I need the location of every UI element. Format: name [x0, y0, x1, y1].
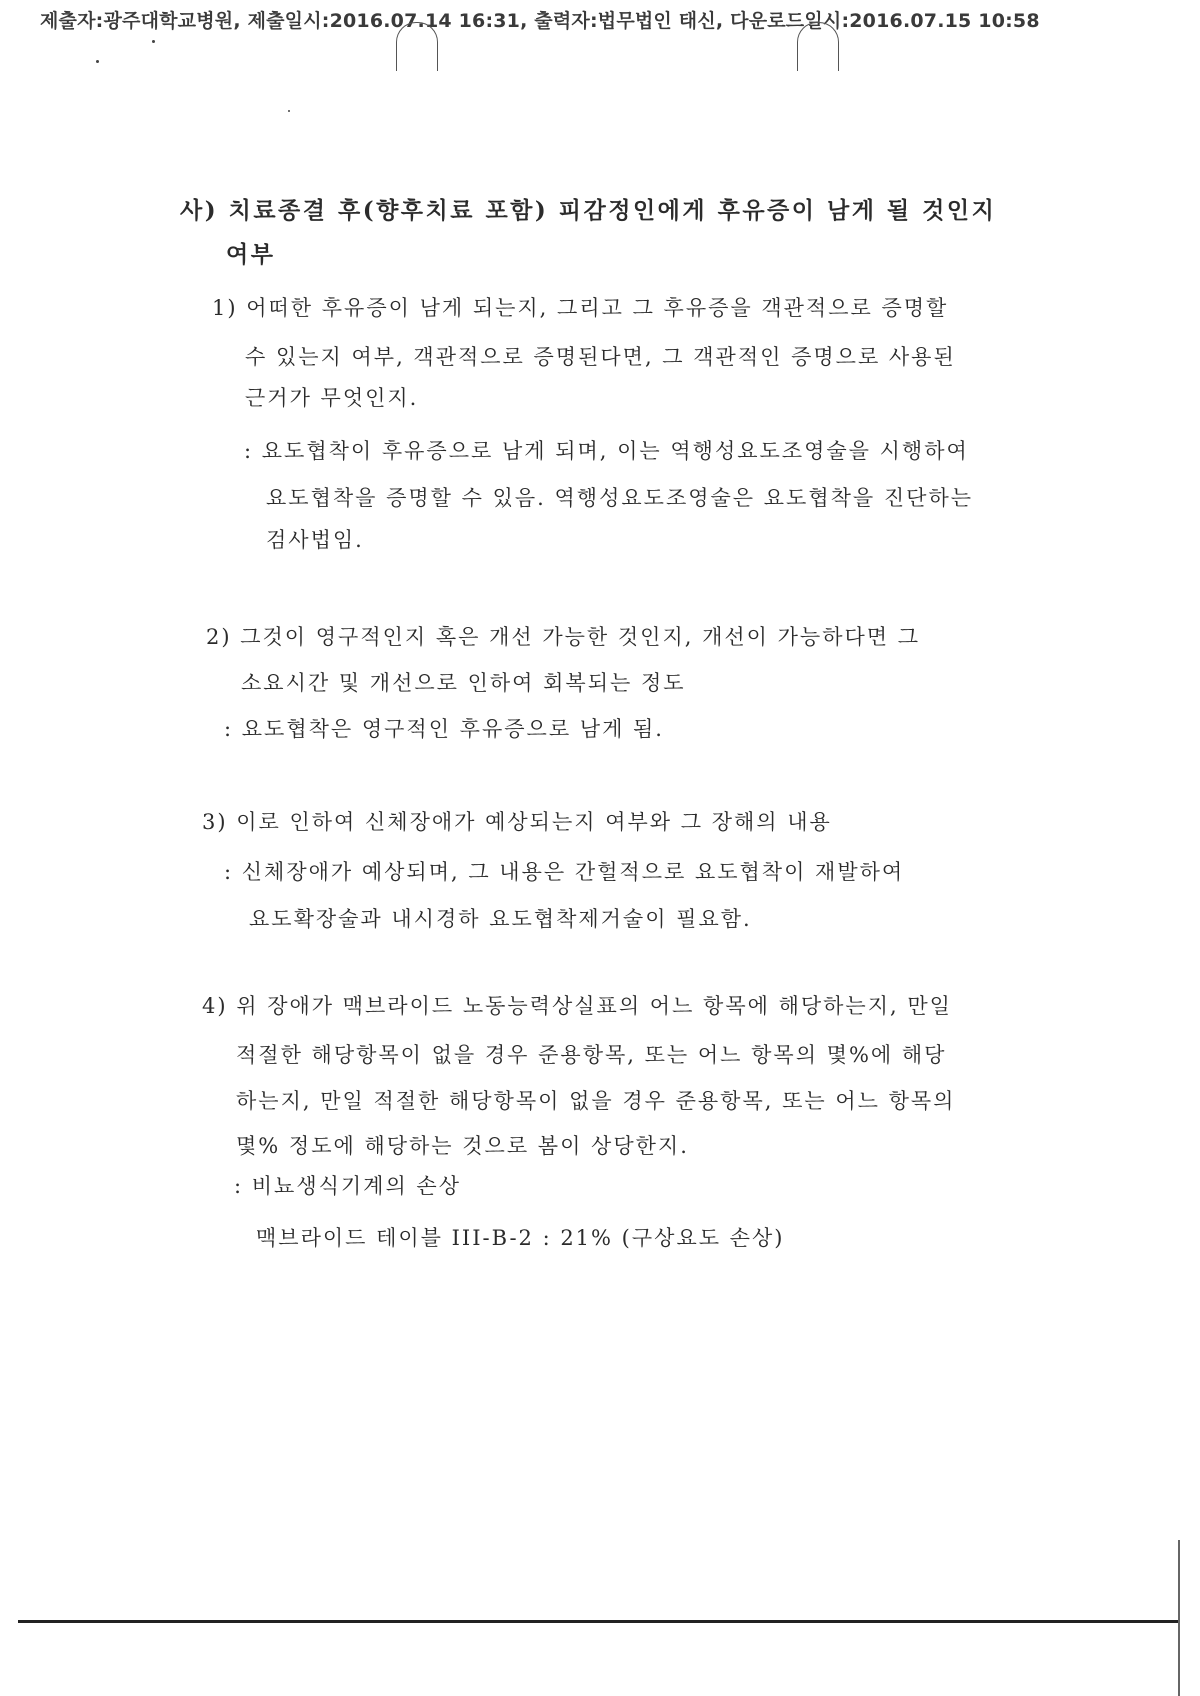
item-4-answer-line-2: 맥브라이드 테이블 III-B-2 : 21% (구상요도 손상) — [256, 1226, 785, 1250]
item-1-answer-line-3: 검사법임. — [266, 528, 364, 552]
item-1-question-line-2: 수 있는지 여부, 객관적으로 증명된다면, 그 객관적인 증명으로 사용된 — [245, 345, 956, 369]
item-4-answer-line-1: : 비뇨생식기계의 손상 — [234, 1174, 461, 1198]
punch-hole-right — [797, 22, 839, 71]
item-2-question-line-1: 2) 그것이 영구적인지 혹은 개선 가능한 것인지, 개선이 가능하다면 그 — [206, 625, 921, 649]
print-header-stamp: 제출자:광주대학교병원, 제출일시:2016.07.14 16:31, 출력자:법무법인 태신, 다운로드일시:2016.07.15 10:58 — [40, 10, 1040, 32]
item-3-answer-line-2: 요도확장술과 내시경하 요도협착제거술이 필요함. — [249, 907, 752, 931]
item-1-answer-line-1: : 요도협착이 후유증으로 남게 되며, 이는 역행성요도조영술을 시행하여 — [244, 439, 969, 463]
page-right-edge — [1178, 1540, 1180, 1696]
item-1-answer-line-2: 요도협착을 증명할 수 있음. 역행성요도조영술은 요도협착을 진단하는 — [266, 486, 974, 510]
item-4-question-line-2: 적절한 해당항목이 없을 경우 준용항목, 또는 어느 항목의 몇%에 해당 — [236, 1043, 947, 1067]
item-4-question-line-3: 하는지, 만일 적절한 해당항목이 없을 경우 준용항목, 또는 어느 항목의 — [236, 1089, 956, 1113]
item-1-question-line-1: 1) 어떠한 후유증이 남게 되는지, 그리고 그 후유증을 객관적으로 증명할 — [212, 296, 949, 320]
scan-speck — [96, 60, 99, 63]
item-3-answer-line-1: : 신체장애가 예상되며, 그 내용은 간헐적으로 요도협착이 재발하여 — [224, 860, 905, 884]
item-1-question-line-3: 근거가 무엇인지. — [245, 386, 419, 410]
section-heading-line-2: 여부 — [226, 241, 276, 268]
item-4-question-line-4: 몇% 정도에 해당하는 것으로 봄이 상당한지. — [236, 1134, 689, 1158]
item-3-question-line-1: 3) 이로 인하여 신체장애가 예상되는지 여부와 그 장해의 내용 — [202, 810, 832, 834]
item-4-question-line-1: 4) 위 장애가 맥브라이드 노동능력상실표의 어느 항목에 해당하는지, 만일 — [202, 994, 952, 1018]
item-2-answer-line-1: : 요도협착은 영구적인 후유증으로 남게 됨. — [224, 717, 664, 741]
punch-hole-left — [396, 22, 438, 71]
scan-speck — [288, 110, 290, 112]
scan-speck — [152, 40, 155, 43]
section-heading-line-1: 사) 치료종결 후(향후치료 포함) 피감정인에게 후유증이 남게 될 것인지 — [180, 197, 997, 224]
item-2-question-line-2: 소요시간 및 개선으로 인하여 회복되는 정도 — [241, 671, 686, 695]
page-bottom-rule — [18, 1620, 1178, 1623]
